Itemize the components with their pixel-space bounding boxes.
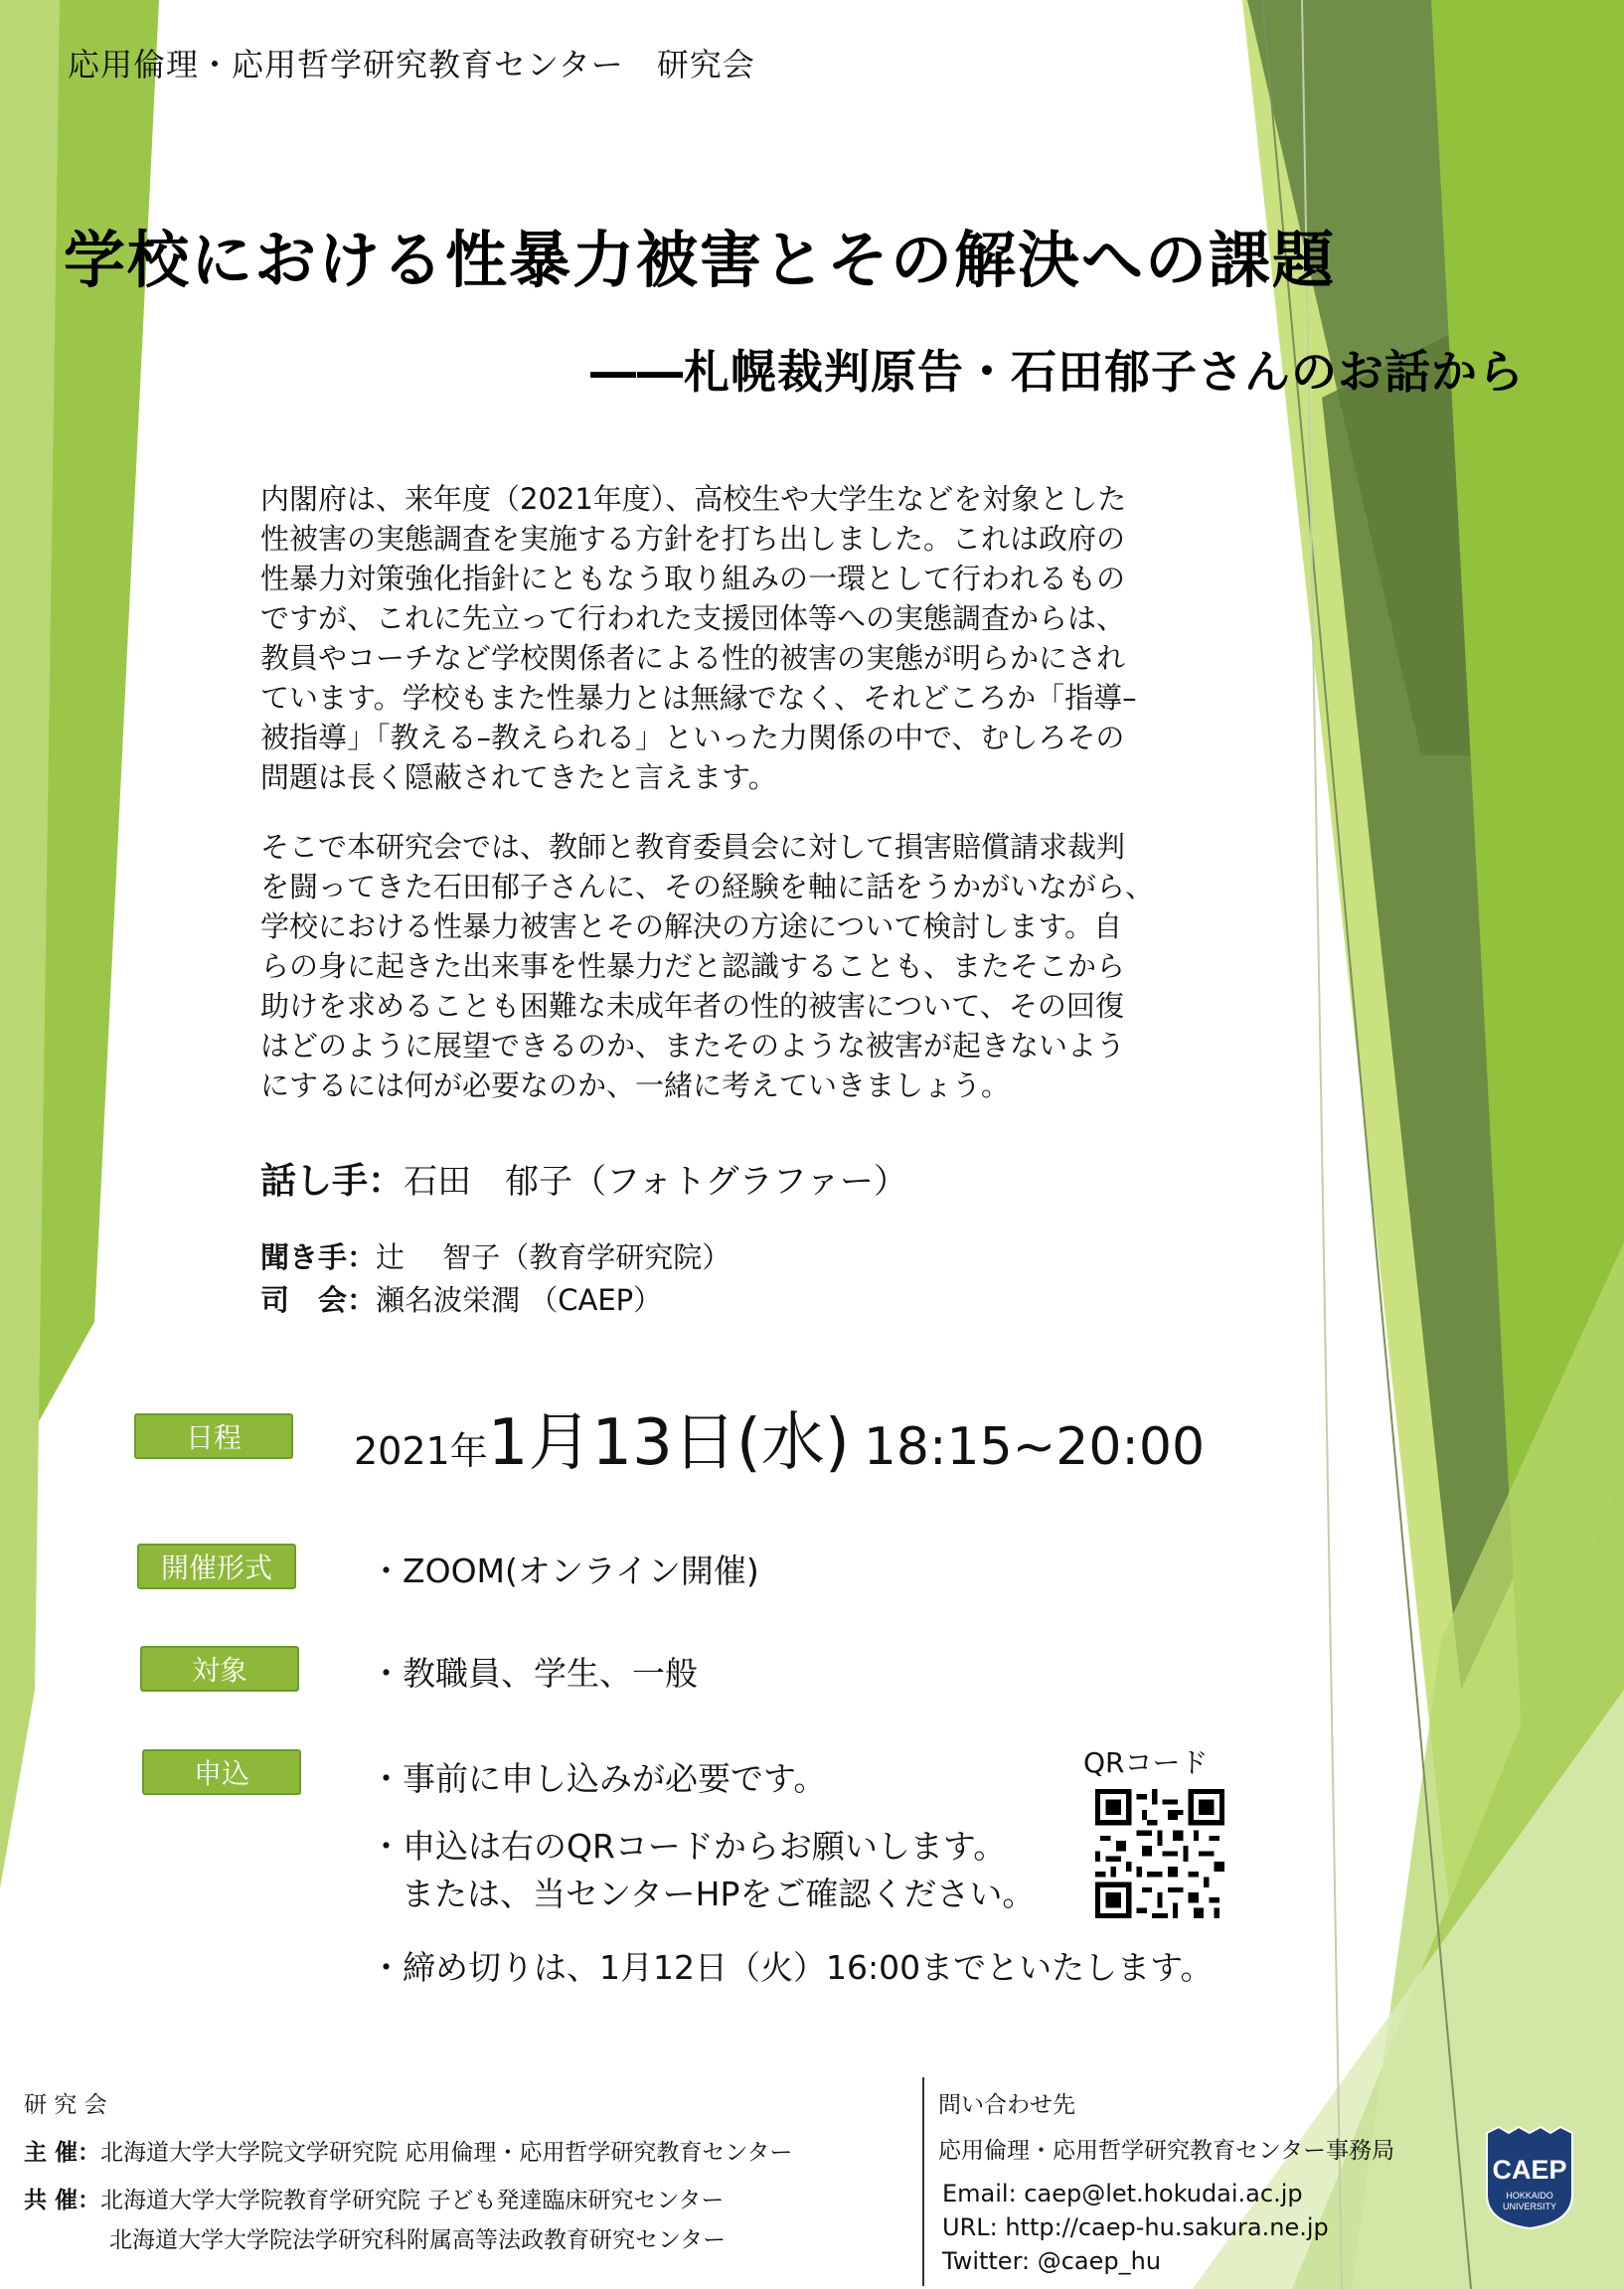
cohost-row (24, 2181, 792, 2220)
intro-paragraph-2 (260, 827, 1284, 1105)
paragraph-line: ですが、これに先立って行われた支援団体等への実態調査からは、 (260, 601, 1126, 635)
event-date (354, 1391, 1205, 1483)
listener-line (260, 1235, 731, 1276)
speaker-line (260, 1153, 907, 1204)
target-tag: 対象 (140, 1646, 299, 1692)
paragraph-line: 被指導」「教える–教えられる」といった力関係の中で、むしろその (260, 721, 1125, 754)
moderator-line (260, 1278, 662, 1319)
date-time: 18:15~20:00 (863, 1417, 1206, 1477)
listener-value: 辻 智子（教育学研究院） (376, 1240, 731, 1274)
date-tag: 日程 (134, 1413, 293, 1459)
caep-logo (1483, 2123, 1576, 2230)
logo-main-text: CAEP (1492, 2155, 1567, 2185)
paragraph-line: 学校における性暴力被害とその解決の方途について検討します。自 (260, 909, 1123, 943)
paragraph-line: 性暴力対策強化指針にともなう取り組みの一環として行われるもの (260, 562, 1126, 595)
logo-sub-text-2: UNIVERSITY (1502, 2202, 1557, 2211)
apply-tag: 申込 (142, 1749, 301, 1795)
listener-label: 聞き手： (260, 1240, 377, 1274)
footer-contact (938, 2085, 1394, 2278)
cohost-value-2: 北海道大学大学院法学研究科附属高等法政教育研究センター (109, 2227, 727, 2253)
qr-label: QRコード (1083, 1746, 1209, 1779)
sub-title: ――札幌裁判原告・石田郁子さんのお話から (590, 345, 1525, 399)
paragraph-line: ています。学校もまた性暴力とは無縁でなく、それどころか「指導– (260, 681, 1137, 715)
apply-line-2: ・申込は右のQRコードからお願いします。 (370, 1827, 1007, 1866)
host-row (24, 2133, 792, 2173)
moderator-label: 司 会： (260, 1283, 377, 1317)
paragraph-line: そこで本研究会では、教師と教育委員会に対して損害賠償請求裁判 (260, 830, 1126, 864)
paragraph-line: 問題は長く隠蔽されてきたと言えます。 (260, 760, 777, 794)
paragraph-line: はどのように展望できるのか、またそのような被害が起きないよう (260, 1029, 1126, 1063)
paragraph-line: 助けを求めることも困難な未成年者の性的被害について、その回復 (260, 989, 1124, 1023)
speaker-value: 石田 郁子（フォトグラファー） (404, 1162, 907, 1202)
date-year: 2021年 (354, 1429, 488, 1473)
format-tag: 開催形式 (137, 1544, 296, 1589)
paragraph-line: を闘ってきた石田郁子さんに、その経験を軸に話をうかがいながら、 (260, 870, 1155, 903)
format-value: ・ZOOM(オンライン開催) (370, 1552, 759, 1590)
apply-line-3: または、当センターHPをご確認ください。 (402, 1875, 1036, 1913)
apply-line-1: ・事前に申し込みが必要です。 (370, 1759, 827, 1798)
apply-line-4: ・締め切りは、1月12日（火）16:00までといたします。 (370, 1948, 1214, 1987)
footer-organizers (24, 2085, 792, 2260)
moderator-value: 瀬名波栄潤 （CAEP） (376, 1283, 663, 1317)
speaker-label: 話し手： (260, 1161, 405, 1202)
main-title: 学校における性暴力被害とその解決への課題 (64, 224, 1337, 296)
footer-divider (922, 2077, 924, 2286)
contact-twitter[interactable]: Twitter: @caep_hu (942, 2247, 1162, 2275)
intro-paragraph-1 (260, 479, 1284, 797)
contact-url[interactable]: URL: http://caep-hu.sakura.ne.jp (942, 2213, 1329, 2241)
logo-sub-text-1: HOKKAIDO (1506, 2191, 1553, 2201)
contact-office: 応用倫理・応用哲学研究教育センター事務局 (938, 2138, 1395, 2164)
host-value: 北海道大学大学院文学研究院 応用倫理・応用哲学研究教育センター (100, 2140, 793, 2166)
contact-heading: 問い合わせ先 (938, 2092, 1075, 2118)
date-main: 1月13日(水) (487, 1406, 850, 1480)
host-label: 主 催： (24, 2140, 101, 2166)
paragraph-line: 教員やコーチなど学校関係者による性的被害の実態が明らかにされ (260, 641, 1126, 675)
paragraph-line: らの身に起きた出来事を性暴力だと認識することも、またそこから (260, 949, 1126, 983)
footer-heading: 研 究 会 (24, 2092, 107, 2118)
paragraph-line: 性被害の実態調査を実施する方針を打ち出しました。これは政府の (260, 522, 1126, 556)
target-value: ・教職員、学生、一般 (370, 1654, 698, 1693)
paragraph-line: 内閣府は、来年度（2021年度）、高校生や大学生などを対象とした (260, 482, 1127, 516)
organizer-header: 応用倫理・応用哲学研究教育センター 研究会 (68, 46, 755, 83)
cohost-value-1: 北海道大学大学院教育学研究院 子ども発達臨床研究センター (100, 2188, 725, 2213)
contact-email[interactable]: Email: caep@let.hokudai.ac.jp (942, 2180, 1303, 2207)
cohost-label: 共 催： (24, 2188, 101, 2213)
qr-code-icon[interactable] (1095, 1789, 1224, 1918)
paragraph-line: にするには何が必要なのか、一緒に考えていきましょう。 (260, 1068, 1011, 1102)
